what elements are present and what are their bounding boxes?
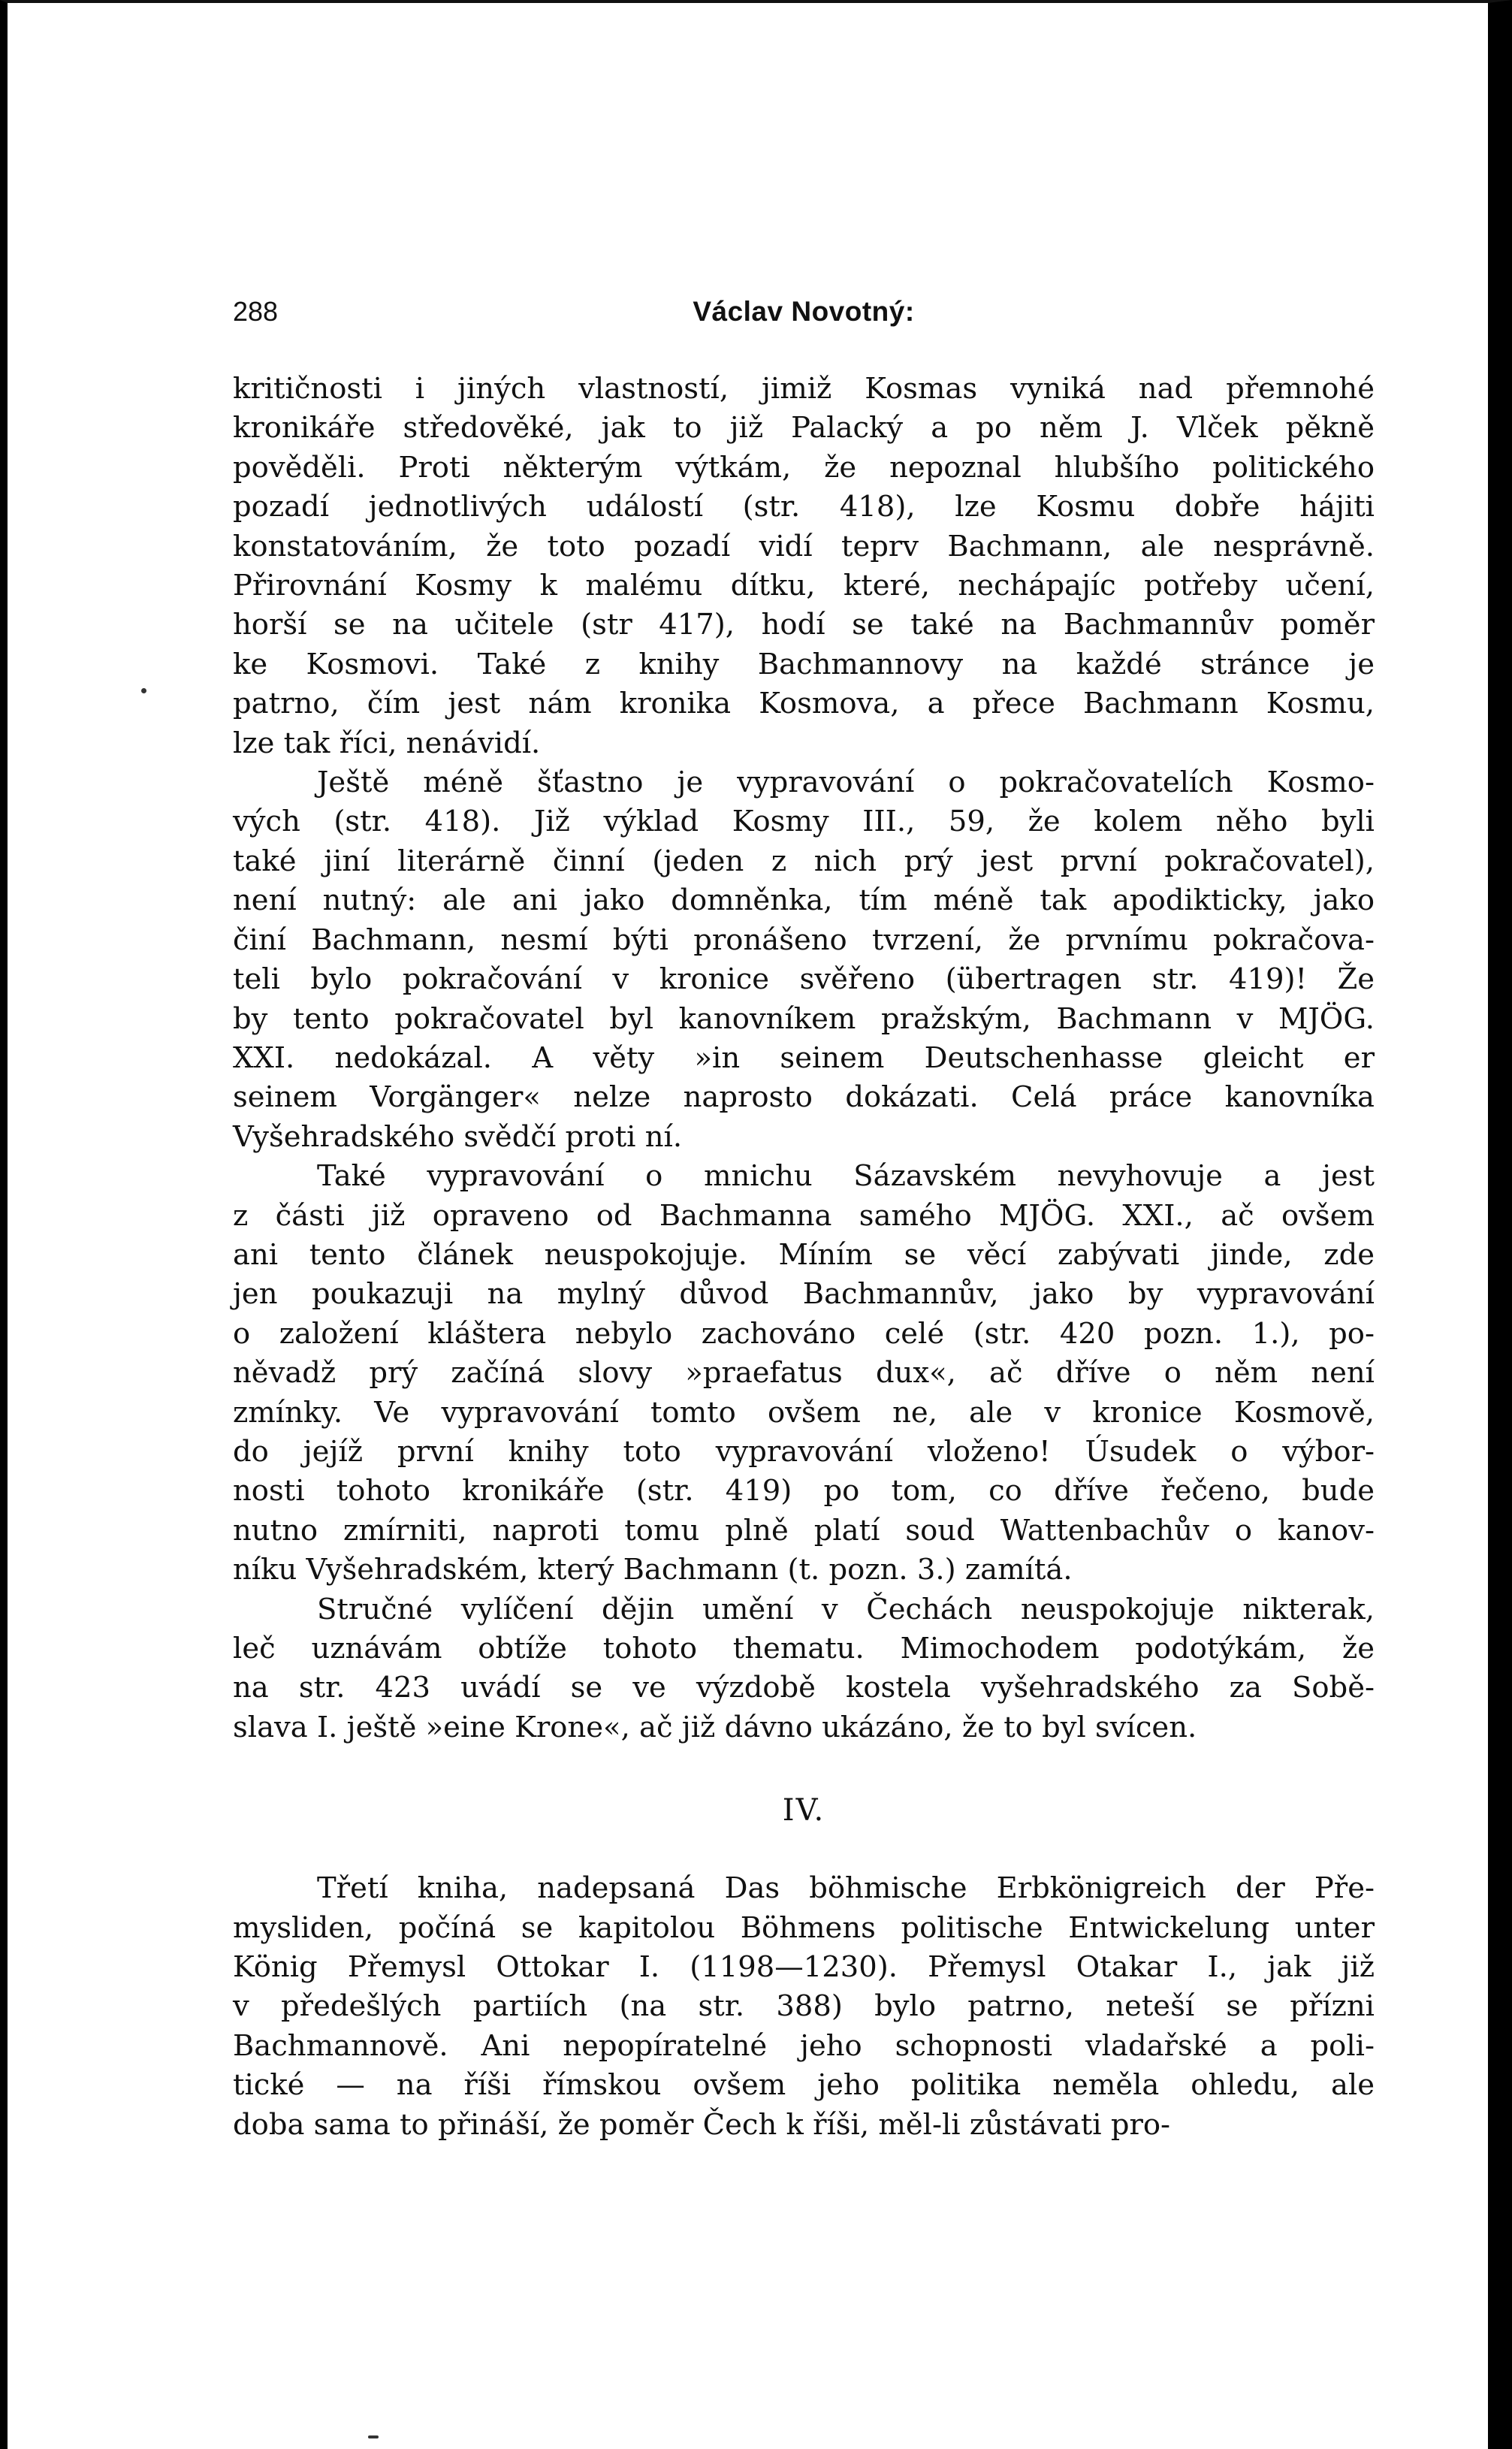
text-line: níku Vyšehradském, který Bachmann (t. pozn. 3.) zamítá. xyxy=(233,1553,1073,1587)
text-line: něvadž prý začíná slovy »praefatus dux«, ač dříve o něm není xyxy=(233,1356,1375,1391)
text-line: doba sama to přináší, že poměr Čech k říši, měl-li zůstávati pro- xyxy=(233,2107,1171,2142)
text-line: Ještě méně šťastno je vypravování o pokračovatelích Kosmo- xyxy=(317,766,1375,800)
text-line: lze tak říci, nenávidí. xyxy=(233,726,541,760)
text-line: mysliden, počíná se kapitolou Böhmens politische Entwickelung unter xyxy=(233,1910,1375,1945)
text-line: Přirovnání Kosmy k malému dítku, které, nechápajíc potřeby učení, xyxy=(233,569,1375,603)
text-line: o založení kláštera nebylo zachováno celé (str. 420 pozn. 1.), po- xyxy=(233,1316,1375,1351)
paragraph xyxy=(233,1157,1375,1590)
scan-speck xyxy=(141,688,146,693)
text-line: konstatováním, že toto pozadí vidí teprv Bachmann, ale nesprávně. xyxy=(233,529,1375,563)
page-text xyxy=(233,296,1375,2145)
text-line: König Přemysl Ottokar I. (1198—1230). Přemysl Otakar I., jak již xyxy=(233,1950,1375,1985)
page-header xyxy=(233,296,1375,349)
text-line: nosti tohoto kronikáře (str. 419) po tom, co dříve řečeno, bude xyxy=(233,1474,1375,1508)
text-line: XXI. nedokázal. A věty »in seinem Deutschenhasse gleicht er xyxy=(233,1040,1375,1075)
text-line: kritičnosti i jiných vlastností, jimiž Kosmas vyniká nad přemnohé xyxy=(233,372,1375,406)
text-line: by tento pokračovatel byl kanovníkem pražským, Bachmann v MJÖG. xyxy=(233,1001,1375,1036)
text-line: patrno, čím jest nám kronika Kosmova, a přece Bachmann Kosmu, xyxy=(233,687,1375,721)
scan-speck xyxy=(368,2435,379,2438)
text-line: nutno zmírniti, naproti tomu plně platí soud Wattenbachův o kanov- xyxy=(233,1513,1375,1548)
paragraph xyxy=(233,763,1375,1157)
text-line: teli bylo pokračování v kronice svěřeno (übertragen str. 419)! Že xyxy=(233,962,1375,997)
running-head: Václav Novotný: xyxy=(693,296,915,327)
page-number: 288 xyxy=(233,296,279,327)
text-line: slava I. ještě »eine Krone«, ač již dávno ukázáno, že to byl svícen. xyxy=(233,1710,1197,1744)
text-line: Třetí kniha, nadepsaná Das böhmische Erbkönigreich der Pře- xyxy=(317,1871,1375,1906)
text-line: na str. 423 uvádí se ve výzdobě kostela vyšehradského za Sobě- xyxy=(233,1671,1375,1705)
text-line: Také vypravování o mnichu Sázavském nevyhovuje a jest xyxy=(317,1159,1375,1194)
text-line: jen poukazuji na mylný důvod Bachmannův, jako by vypravování xyxy=(233,1277,1375,1312)
paragraph xyxy=(233,1590,1375,1748)
text-line: Stručné vylíčení dějin umění v Čechách neuspokojuje nikterak, xyxy=(317,1592,1375,1626)
text-line: seinem Vorgänger« nelze naprosto dokázati. Celá práce kanovníka xyxy=(233,1080,1375,1115)
text-line: tické — na říši římskou ovšem jeho politika neměla ohledu, ale xyxy=(233,2068,1375,2103)
text-line: Bachmannově. Ani nepopíratelné jeho schopnosti vladařské a poli- xyxy=(233,2028,1375,2063)
text-line: horší se na učitele (str 417), hodí se také na Bachmannův poměr xyxy=(233,608,1375,642)
text-line: kronikáře středověké, jak to již Palacký a po něm J. Vlček pěkně xyxy=(233,411,1375,445)
text-line: Vyšehradského svědčí proti ní. xyxy=(233,1119,683,1154)
text-line: leč uznávám obtíže tohoto thematu. Mimochodem podotýkám, že xyxy=(233,1632,1375,1665)
text-line: pozadí jednotlivých událostí (str. 418), lze Kosmu dobře hájiti xyxy=(233,490,1375,524)
text-line: není nutný: ale ani jako domněnka, tím méně tak apodikticky, jako xyxy=(233,883,1375,918)
paragraph xyxy=(233,370,1375,763)
body-paragraphs xyxy=(233,370,1375,1747)
text-line: také jiní literárně činní (jeden z nich prý jest první pokračovatel), xyxy=(233,844,1375,878)
section-heading: IV. xyxy=(782,1793,825,1828)
text-line: v předešlých partiích (na str. 388) bylo patrno, neteší se přízni xyxy=(233,1989,1375,2024)
text-line: vých (str. 418). Již výklad Kosmy III., 59, že kolem něho byli xyxy=(233,805,1375,839)
text-line: činí Bachmann, nesmí býti pronášeno tvrzení, že prvnímu pokračova- xyxy=(233,923,1375,957)
text-line: z části již opraveno od Bachmanna samého MJÖG. XXI., ač ovšem xyxy=(233,1198,1375,1233)
section-paragraph xyxy=(233,1869,1375,2145)
paragraph xyxy=(233,1869,1375,2145)
text-line: pověděli. Proti některým výtkám, že nepoznal hlubšího politického xyxy=(233,450,1375,485)
text-line: ani tento článek neuspokojuje. Míním se věcí zabývati jinde, zde xyxy=(233,1237,1375,1272)
text-line: zmínky. Ve vypravování tomto ovšem ne, ale v kronice Kosmově, xyxy=(233,1395,1375,1430)
text-line: do jejíž první knihy toto vypravování vloženo! Úsudek o výbor- xyxy=(233,1434,1375,1469)
text-line: ke Kosmovi. Také z knihy Bachmannovy na každé stránce je xyxy=(233,647,1375,681)
